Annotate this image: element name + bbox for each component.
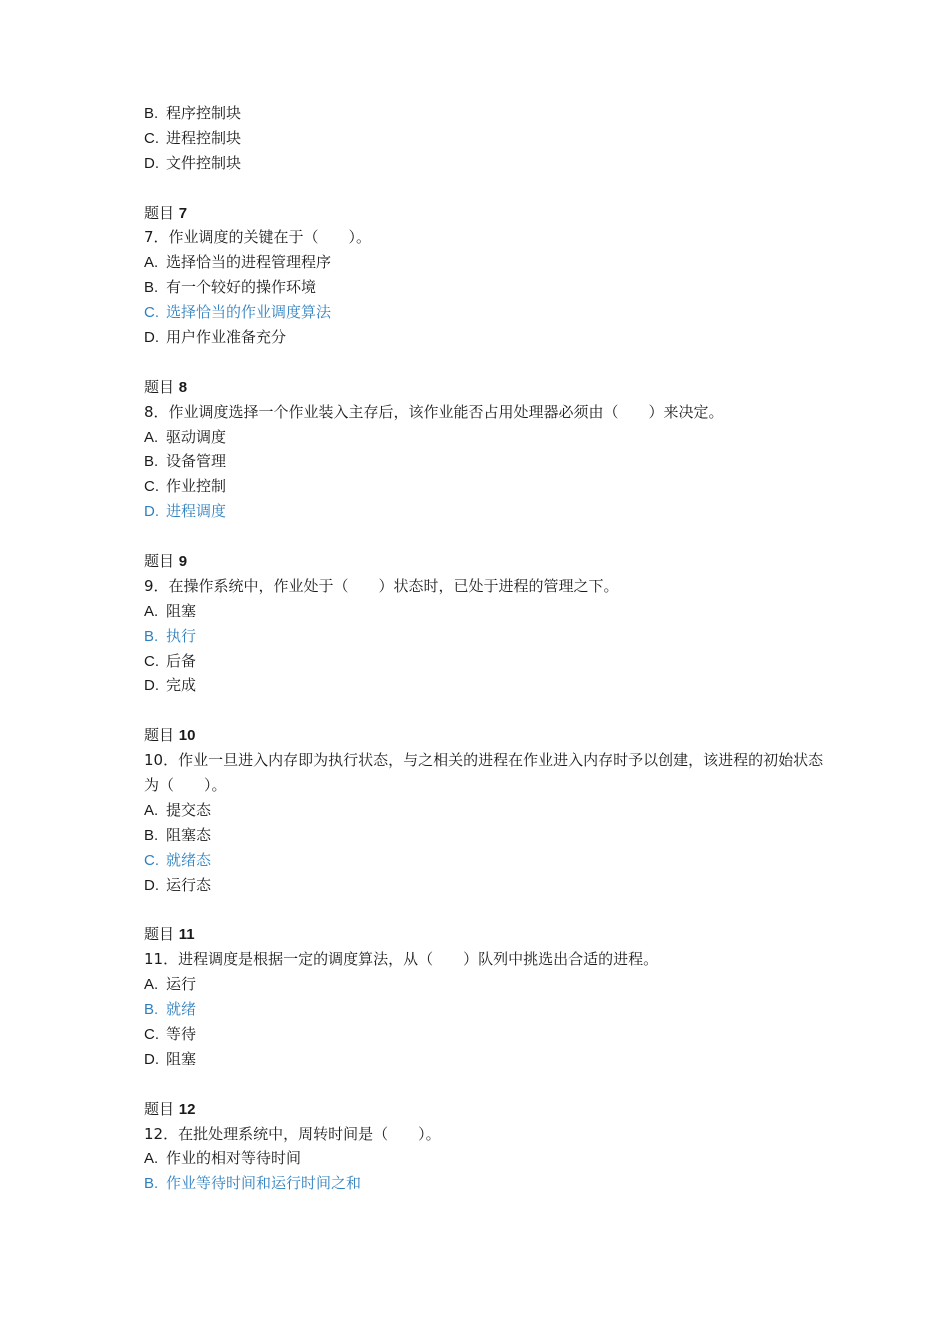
option-c: C. 作业控制: [144, 477, 227, 496]
option-a: A. 提交态: [144, 800, 212, 819]
option-a: A. 运行: [144, 975, 197, 994]
question-heading: 题目 12: [144, 1099, 196, 1118]
option-b-correct: B. 就绪: [144, 1000, 197, 1019]
option-c: C. 后备: [144, 651, 197, 670]
option-a: A. 选择恰当的进程管理程序: [144, 253, 332, 272]
option-d: D. 文件控制块: [144, 153, 242, 172]
question-stem: 11．进程调度是根据一定的调度算法，从（ ）队列中挑选出合适的进程。: [144, 950, 659, 969]
question-8: [144, 375, 824, 524]
question-7: [144, 201, 824, 350]
option-c: C. 等待: [144, 1024, 197, 1043]
option-d: D. 用户作业准备充分: [144, 328, 287, 347]
question-stem: 8．作业调度选择一个作业装入主存后，该作业能否占用处理器必须由（ ）来决定。: [144, 402, 724, 421]
document-page: [144, 101, 824, 1196]
question-heading: 题目 7: [144, 203, 188, 222]
question-stem: 9．在操作系统中，作业处于（ ）状态时，已处于进程的管理之下。: [144, 576, 619, 595]
option-b: B. 设备管理: [144, 452, 227, 471]
question-stem: 10．作业一旦进入内存即为执行状态，与之相关的进程在作业进入内存时予以创建，该进程的初始状态为（ ）。: [144, 751, 824, 795]
option-b: B. 有一个较好的操作环境: [144, 278, 317, 297]
question-9: [144, 549, 824, 698]
question-stem: 12．在批处理系统中，周转时间是（ ）。: [144, 1124, 441, 1143]
option-a: A. 阻塞: [144, 601, 197, 620]
question-heading: 题目 9: [144, 552, 188, 571]
option-b: B. 程序控制块: [144, 104, 242, 122]
question-stem: 7．作业调度的关键在于（ ）。: [144, 228, 372, 247]
question-10: [144, 723, 824, 897]
question-11: [144, 922, 824, 1071]
option-d: D. 完成: [144, 676, 197, 695]
question-heading: 题目 8: [144, 377, 188, 396]
option-c-correct: C. 选择恰当的作业调度算法: [144, 303, 332, 322]
option-c: C. 进程控制块: [144, 128, 242, 147]
option-d: D. 阻塞: [144, 1049, 197, 1068]
option-a: A. 作业的相对等待时间: [144, 1149, 302, 1168]
question-12: [144, 1097, 824, 1197]
option-a: A. 驱动调度: [144, 427, 227, 446]
question-heading: 题目 11: [144, 925, 195, 944]
option-d: D. 运行态: [144, 875, 212, 894]
option-b-correct: B. 执行: [144, 626, 197, 645]
option-d-correct: D. 进程调度: [144, 502, 227, 521]
leading-options: [144, 101, 824, 176]
question-heading: 题目 10: [144, 726, 196, 745]
option-b-correct: B. 作业等待时间和运行时间之和: [144, 1174, 362, 1193]
option-c-correct: C. 就绪态: [144, 850, 212, 869]
option-b: B. 阻塞态: [144, 825, 212, 844]
